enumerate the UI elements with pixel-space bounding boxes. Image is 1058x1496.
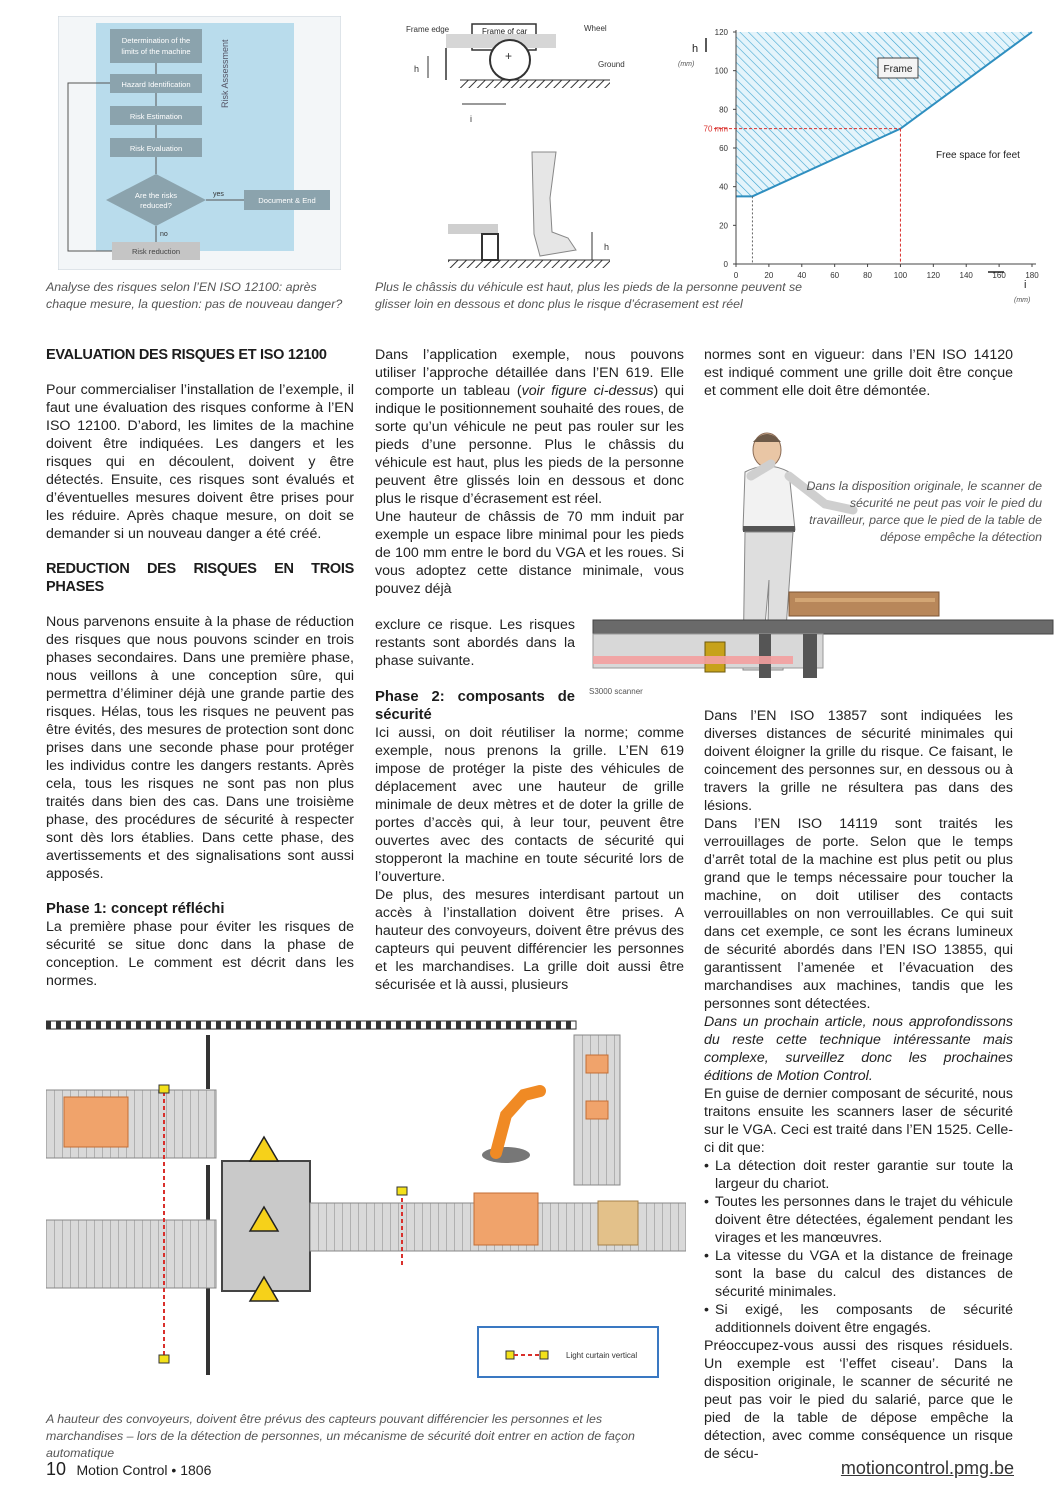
x-tick-label: 120 [926,271,941,280]
footer-left [46,1459,211,1480]
flow-step-evaluation: Risk Evaluation [129,144,183,153]
flow-no-label: no [160,231,168,238]
y-tick-label: 60 [719,144,728,153]
col2-paragraph-3: Ici aussi, on doit réutiliser la norme; comme exemple, nous prenons la grille. L’EN 619 impose de protéger la piste des véhicules de déplacement avec une hauteur de grille minimale de deux mètres et de doter la grille de portes d’accès qui, à leur tour, peuvent être ouvertes avec des contacts de sécurité qui stopperont la machine en toute sécurité lors de l’ouverture. [375,725,684,885]
worker-caption: Dans la disposition originale, le scanner de sécurité ne peut pas voir le pied du travailleur, parce que le pied de la table de dépose empêche la détection [806,479,1042,544]
x-tick-label: 0 [733,271,739,280]
x-tick-label: 160 [992,271,1006,280]
wheel-diagram-caption: Plus le châssis du véhicule est haut, plus les pieds de la personne peuvent se glisser loin en dessous et donc plus le risque d’écrasement est réel [375,280,803,311]
page-number: 10 [46,1459,67,1479]
list-item: • Si exigé, les composants de sécurité additionnels doivent être engagés. [704,1301,1013,1337]
scanner-label: S3000 scanner [589,687,643,696]
col2-paragraph-2a: Une hauteur de châssis de 70 mm induit par exemple un espace libre minimal pour les pieds de 100 mm entre le bord du VGA et les roues. Si vous adoptez cette distance minimale, vous pouvez déjà [375,509,684,597]
frame-region [736,32,1032,196]
requirements-list [704,1157,1013,1337]
flow-decision-1: Are the risks [134,191,178,200]
svg-text:+: + [505,49,513,63]
flow-step-limits-1: Determination of the [121,36,191,45]
x-tick-label: 60 [830,271,840,280]
col3-paragraph-6: Préoccupez-vous aussi des risques résiduels. Un exemple est ‘l’effet ciseau’. Dans la disposition originale, le scanner de sécurité ne peut pas voir le pied du salarié, parce que le pied de la table de dépose empêche la détection, avec comme conséquence un risque de sécu- [704,1338,1013,1462]
article-column-3-top [704,346,1013,400]
y-tick-label: 100 [714,66,728,76]
col1-paragraph-1: Pour commercialiser l’installation de l’exemple, il faut une évaluation des risques conforme à l’EN ISO 12100. D’abord, les limites de la machine doivent être indiquées. Les dangers et les risques qui en découlent, doivent y être détectés. Ensuite, ces risques sont évalués et d’éventuelles mesures doivent être prises pour les réduire. Après chaque mesure, on doit se demander si un nouveau danger a été créé. [46,382,354,542]
col2-paragraph-1: Dans l’application exemple, nous pouvons utiliser l’approche détaillée dans l’EN 619. Elle comporte un tableau (voir figure ci-dessus) qui indique le positionnement souhaité des roues, de sorte qu’un véhicule ne peut pas rouler sur les pieds d’une personne. Plus le châssis du véhicule est haut, plus les pieds de la personne peuvent être glissés loin en dessous et donc plus le risque d’écrasement est réel. [375,347,684,507]
flow-yes-label: yes [213,191,224,198]
col3-paragraph-1: normes sont en vigueur: dans l’EN ISO 14120 est indiqué comment une grille doit être conçue et comment elle doit être démontée. [704,347,1013,399]
frame-of-car-label: Frame of car [482,27,528,36]
col3-paragraph-2: Dans l’EN ISO 13857 sont indiquées les diverses distances de sécurité minimales qui doivent éloigner la grille du risque. Ce faisant, le coincement des personnes sur, en dessous ou à travers la grille ne résultera pas dans des lésions. [704,708,1013,814]
col1-paragraph-2: Nous parvenons ensuite à la phase de réduction des risques que nous pouvons scinder en trois phases secondaires. Dans une première phase, nous veillons à une conception sûre, qui permettra d’éliminer déjà une grande partie des risques. Hélas, tous les risques ne peuvent pas être évités, des mesures de protection sont donc prises dans une seconde phase pour protéger les individus contre les dangers restants. Après cela, tous les risques ne sont pas non plus traités dans bien des cas. Dans une troisième phase, des procédures de sécurité à respecter sont dès lors établies. Dans cette phase, des avertissements et des signalisations sont aussi apposés. [46,614,354,882]
x-unit-label: (mm) [1014,297,1031,304]
light-curtain-legend: Light curtain vertical [566,1351,638,1360]
y-axis-label: h [692,43,699,55]
x-axis-label: i [1024,279,1027,291]
wheel-clearance-diagram [400,12,640,282]
risk-assessment-label: Risk Assessment [220,39,230,108]
heading-phase-1: Phase 1: concept réfléchi [46,901,225,917]
y-tick-label: 20 [719,221,728,231]
flow-end-box: Document & End [258,196,316,205]
frame-region-label: Frame [883,64,913,75]
conveyor-layout [46,1015,686,1393]
h-label-top: h [414,64,420,74]
ground-label: Ground [598,60,625,69]
x-tick-label: 80 [863,271,873,280]
flow-step-estimation: Risk Estimation [129,112,183,121]
col2-paragraph-4: De plus, des mesures interdisant partout un accès à l’installation doivent être prises. A hauteur des convoyeurs, doivent être prévus des capteurs qui peuvent différencier les personnes et les marchandises. La grille doit aussi être sécurisée et là aussi, plusieurs [375,887,684,993]
flow-decision-2: reduced? [140,201,172,210]
article-column-2 [375,346,684,598]
article-column-1 [46,346,354,990]
col3-paragraph-3: Dans l’EN ISO 14119 sont traités les verrouillages de porte. Selon que le temps d’arrêt total de la machine est plus petit ou plus grand que le temps nécessaire pour toucher la machine, on doit utiliser des contacts verrouillables on non verrouillables. Ce qui suit dans cet exemple, ce sont les écrans lumineux de sécurité abordés dans l’EN ISO 13855, qui garantissent l’amenée et l’évacuation des marchandises aux machines, tandis que les personnes sont détectées. [704,816,1013,1012]
x-tick-label: 40 [797,271,807,280]
y-tick-label: 40 [719,182,728,192]
x-tick-label: 100 [893,271,908,280]
flow-reduction-box: Risk reduction [131,247,181,256]
heading-phase-2: Phase 2: composants de sécurité [375,689,575,723]
col1-paragraph-3: La première phase pour éviter les risques de sécurité se situe donc dans la phase de conception. Le comment est décrit dans les normes. [46,919,354,989]
x-tick-label: 180 [1025,271,1039,280]
h-label-bottom: h [604,242,610,252]
list-item: • La détection doit rester garantie sur toute la largeur du chariot. [704,1157,1013,1193]
risk-assessment-flowchart [58,16,341,270]
i-label: i [470,114,472,124]
frame-edge-label: Frame edge [406,25,450,34]
magazine-issue: Motion Control • 1806 [76,1462,212,1478]
clearance-chart [672,24,1050,308]
flowchart-caption: Analyse des risques selon l’EN ISO 12100: après chaque mesure, la question: pas de nouveau danger? [46,280,343,311]
y-tick-label: 0 [723,260,728,269]
article-column-3 [704,707,1013,1463]
list-item: • La vitesse du VGA et la distance de freinage sont la base du calcul des distances de sécurité minimales. [704,1247,1013,1301]
website-link[interactable]: motioncontrol.pmg.be [840,1458,1014,1478]
col3-paragraph-4: Dans un prochain article, nous approfondissons du reste cette technique intéressante mais complexe, surveillez donc les prochaines éditions de Motion Control. [704,1014,1013,1084]
free-space-label: Free space for feet [936,150,1020,161]
y-unit-label: (mm) [678,61,695,68]
heading-reduction: REDUCTION DES RISQUES EN TROIS PHASES [46,561,354,595]
x-tick-label: 20 [764,271,774,280]
col2-paragraph-2b: exclure ce risque. Les risques restants sont abordés dans la phase suivante. [375,617,575,669]
article-column-2-phase-2 [375,688,684,994]
heading-evaluation: EVALUATION DES RISQUES ET ISO 12100 [46,347,327,363]
flow-step-hazard: Hazard Identification [121,80,191,89]
x-tick-label: 140 [959,271,973,280]
wheel-label: Wheel [584,24,607,33]
annotation-70mm: 70 mm [703,124,728,134]
y-tick-label: 80 [719,105,728,115]
layout-caption: A hauteur des convoyeurs, doivent être prévus des capteurs pouvant différencier les personnes et les marchandises – lors de la détection de personnes, un mécanisme de sécurité doit entrer en action de façon automatique [46,1412,635,1460]
col3-paragraph-5: En guise de dernier composant de sécurité, nous traitons ensuite les scanners laser de sécurité sur le VGA. Ceci est traité dans l’EN 1525. Celle-ci dit que: [704,1086,1013,1156]
flow-step-limits-2: limits of the machine [121,47,191,56]
list-item: • Toutes les personnes dans le trajet du véhicule doivent être détectées, également pendant les virages et les manœuvres. [704,1193,1013,1247]
y-tick-label: 120 [714,28,728,37]
